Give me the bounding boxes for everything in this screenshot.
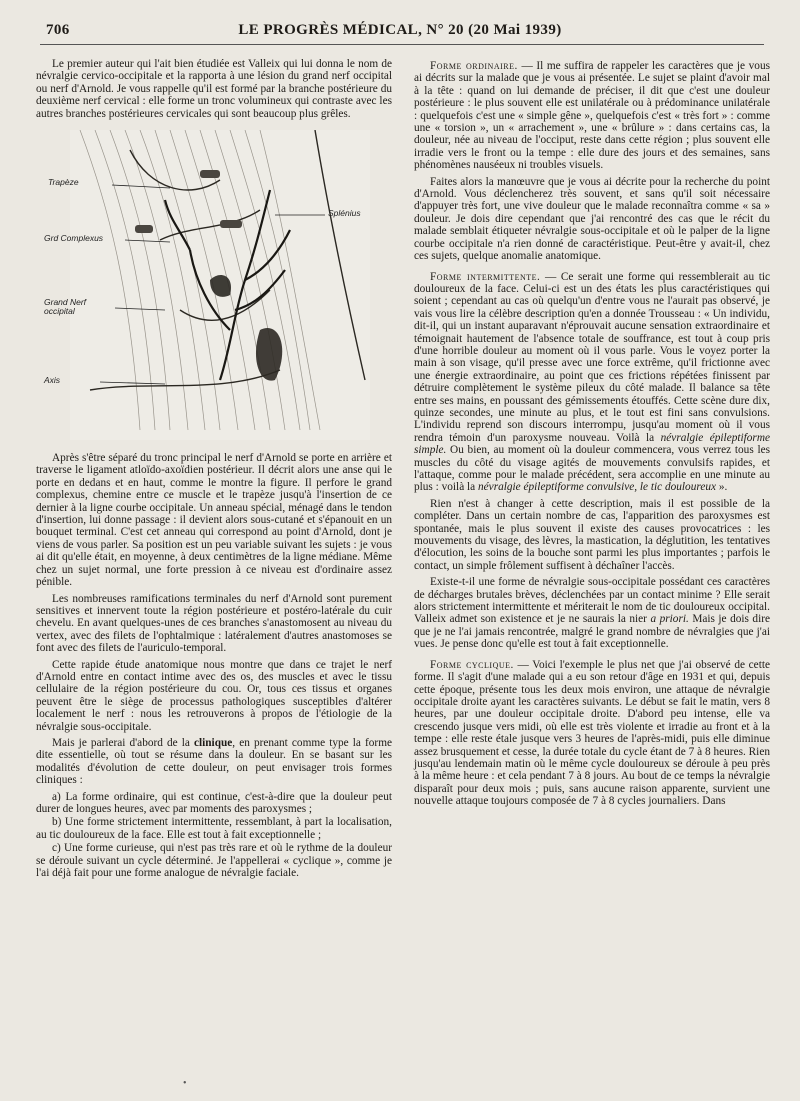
section-forme-intermittente	[414, 271, 770, 494]
existe-italic: a priori.	[650, 613, 689, 626]
paragraph-trajet: Après s'être séparé du tronc principal le nerf d'Arnold se porte en arrière et traverse le ligament atloïdo-axoïdien postérieur. Il décrit alors une anse qui le porte en dedans et en haut, comme le montre la figure. Il perfore le grand complexus, chemine entre ce muscle et le trapèze jusqu'à l'insertion de ce dernier à la ligne courbe occipitale. Un anneau spécial, ménagé dans le tendon d'insertion, lui donne passage : il devient alors sous-cutané et s'épanouit en un bouquet terminal. C'est cet anneau qui correspond au point d'Arnold, dont je viens de vous parler. Sa position est un peu variable suivant les sujets : je vous ai dit qu'elle était, en moyenne, à deux centimètres de la ligne médiane. Même chez un sujet normal, une forte pression à ce niveau est d'ordinaire assez pénible.	[36, 452, 392, 589]
clinique-intro: Mais je parlerai d'abord de la	[52, 736, 194, 749]
heading-forme-intermittente: Forme intermittente.	[430, 270, 541, 283]
journal-title: LE PROGRÈS MÉDICAL, N° 20 (20 Mai 1939)	[238, 22, 562, 38]
header-rule	[40, 44, 764, 45]
intermittente-italic-1: névralgie épileptiforme simple.	[414, 431, 770, 457]
intermittente-text-b: Ou bien, au moment où la douleur commencera, vous verrez tous les muscles du côté du visage agités de mouvements convulsifs rapides, et l'attaque, comme pour le malade précédent, sera accomplie en une minute au plus : voilà la	[414, 444, 770, 494]
forme-ordinaire-text: — Il me suffira de rappeler les caractères que je vous ai décrits sur la malade que je vous ai présentée. Le sujet se plaint d'avoir mal à la tête : quand on lui demande de préciser, il dit que c'est une douleur postérieure : le plus souvent elle est unilatérale ou à prédominance unilatérale : quelquefois c'est une « simple gêne », quelquefois c'est « très fort » : comme une « torsion », un « arrachement », une « brûlure » : dans certains cas, la douleur, née au niveau de l'occiput, reste dans cette région ; plus souvent elle irradie vers le front ou la tempe : elle dure des jours et des semaines, sans phénomènes nauséeux ni troubles visuels.	[414, 60, 770, 172]
label-axis: Axis	[44, 375, 61, 386]
heading-forme-ordinaire: Forme ordinaire.	[430, 60, 518, 72]
paragraph-clinique	[36, 737, 392, 787]
list-item: a) La forme ordinaire, qui est continue, c'est-à-dire que la douleur peut durer de longues heures, avec par moments des paroxysmes ;	[36, 790, 392, 815]
paragraph-existe-t-il	[414, 576, 770, 650]
list-item: b) Une forme strictement intermittente, ressemblant, à part la localisation, au tic douloureux de la face. Elle est tout à fait exceptionnelle ;	[36, 816, 392, 841]
paragraph-valleix: Le premier auteur qui l'ait bien étudiée est Valleix qui lui donna le nom de névralgie cervico-occipitale et la rapporta à une lésion du grand nerf occipital ou nerf d'Arnold. Je vous rappelle qu'il est formé par la branche postérieure du deuxième nerf cervical : elle forme un tronc volumineux qui contraste avec les autres branches postérieures cervicales qui sont beaucoup plus grêles.	[36, 58, 392, 120]
intermittente-text-c: ».	[716, 481, 728, 494]
section-forme-ordinaire	[414, 60, 770, 172]
right-column	[414, 60, 770, 812]
intermittente-text-a: — Ce serait une forme qui ressemblerait au tic douloureux de la face. Celui-ci est un des états les plus caractéristiques qui soient ; cependant au cas où quelqu'un d'entre vous ne l'aurait pas observé, je vais vous lire la célèbre description qu'en a donnée Trousseau : « Un individu, dit-il, qui un instant auparavant n'éprouvait aucune sensation extraordinaire et témoignait hautement de l'absence totale de souffrance, est tout à coup pris d'une horrible douleur au moment où il vous parle. Vous le voyez porter la main à son visage, qu'il presse avec une force extrême, qu'il frictionne avec une énergie extraordinaire, au point que ces frictions répétées finissent par détruire complètement le système pileux du côté malade. Il balance sa tête entre ses mains, en poussant des gémissements étouffés. Cette scène dure dix, quinze secondes, une minute au plus, et le tout est fini sans convulsions. L'individu reprend son discours interrompu, jusqu'au moment où il vous rendra témoin d'un paroxysme nouveau. Voilà la	[414, 270, 770, 444]
footer-mark: •	[183, 1078, 187, 1089]
page-number: 706	[46, 22, 70, 38]
section-forme-cyclique	[414, 659, 770, 808]
existe-text-b: Mais je dois dire que je ne l'ai jamais rencontrée, malgré le grand nombre de névralgies que j'ai vues. Je pense donc qu'elle est tout à fait exceptionnelle.	[414, 613, 770, 651]
paragraph-ramifications: Les nombreuses ramifications terminales du nerf d'Arnold sont purement sensitives et innervent toute la région postérieure et postéro-latérale du cuir chevelu. En avant quelques-unes de ces branches s'anastomosent au niveau du vertex, avec des filets de l'ophtalmique : latéralement d'autres anastomoses se font avec des filets de l'auriculo-temporal.	[36, 592, 392, 655]
label-grand-nerf-occipital: Grand Nerf occipital	[44, 297, 87, 317]
forms-list	[36, 791, 392, 880]
clinique-bold: clinique	[193, 736, 233, 749]
list-item: c) Une forme curieuse, qui n'est pas très rare et où le rythme de la douleur se déroule suivant un cycle déterminé. Je l'appellerai « cyclique », comme je l'ai déjà fait pour une forme analogue de névralgie faciale.	[36, 842, 392, 880]
paragraph-manoeuvre: Faites alors la manœuvre que je vous ai décrite pour la recherche du point d'Arnold. Vous déclencherez très souvent, et sans qu'il soit nécessaire d'appuyer très fort, une vive douleur que le malade reconnaîtra comme « sa » douleur. Je dois dire cependant que j'ai rencontré des cas que le récit du malade semblait étiqueter névralgie sous-occipitale et où le palper de la ligne courbe occipitale n'a rien donné de caractéristique. Peut-être y avait-il, chez ces sujets, quelque anomalie anatomique.	[414, 175, 770, 263]
paragraph-completer: Rien n'est à changer à cette description, mais il est possible de la compléter. Dans un certain nombre de cas, l'apparition des paroxysmes est spontanée, mais le plus souvent il existe des causes provocatrices : les mouvements du visage, des lèvres, la mastication, la déglutition, les tentatives d'élocution, les soins de la bouche sont parmi les plus importantes ; parfois le contact, un simple frôlement suffisent à déchaîner l'accès.	[414, 497, 770, 572]
existe-text-a: Existe-t-il une forme de névralgie sous-occipitale possédant ces caractères de décharges brutales brèves, déclenchées par un contact minime ? Elle serait alors strictement intermittente et mériterait le nom de tic douloureux occipital. Valleix admet son existence et je ne saurais la nier	[414, 576, 770, 626]
clinique-rest: , en prenant comme type la forme dite essentielle, où tout se résume dans la douleur. En se basant sur les modalités d'évolution de cette douleur, on peut envisager trois formes cliniques :	[36, 736, 392, 787]
label-trapeze: Trapèze	[48, 177, 79, 188]
neck-anatomy-drawing	[70, 130, 370, 440]
page-header	[40, 20, 760, 44]
heading-forme-cyclique: Forme cyclique.	[430, 658, 514, 671]
intermittente-italic-2: névralgie épileptiforme convulsive, le tic douloureux	[478, 481, 717, 494]
left-column	[36, 58, 392, 880]
anatomical-figure	[44, 130, 370, 440]
label-splenius: Splénius	[328, 208, 361, 219]
label-complexus: Grd Complexus	[44, 233, 104, 244]
forme-cyclique-text: — Voici l'exemple le plus net que j'ai observé de cette forme. Il s'agit d'une malade qui a eu son retour d'âge en 1931 et qui, depuis cette époque, présente tous les deux mois environ, une attaque de névralgie occipitale droite ayant les caractères suivants. Le début se fait le matin, vers 8 heures, par une douleur occipitale droite. D'abord peu intense, elle va crescendo jusque vers midi, où elle est très violente et irradie au front et à la tempe : elle reste étale jusque vers 3 heures de l'après-midi, puis elle diminue assez brusquement et cesse, la durée totale du cycle étant de 7 à 8 heures. Rien jusqu'au lendemain matin où le même cycle douloureux se déroule à peu près à la même heure : et cela pendant 7 à 8 jours. Au bout de ce temps la névralgie disparaît pour deux mois ; puis, sans aucune raison apparente, survient une nouvelle attaque toujours composée de 7 à 8 cycles journaliers. Dans	[414, 658, 770, 808]
paragraph-etude: Cette rapide étude anatomique nous montre que dans ce trajet le nerf d'Arnold entre en contact intime avec des os, des muscles et avec le tissu cellulaire de la région postérieure du cou. Or, tous ces tissus et organes peuvent être le siège de processus pathologiques susceptibles d'altérer localement le nerf : nous les retrouverons à propos de l'étiologie de la névralgie sous-occipitale.	[36, 658, 392, 733]
